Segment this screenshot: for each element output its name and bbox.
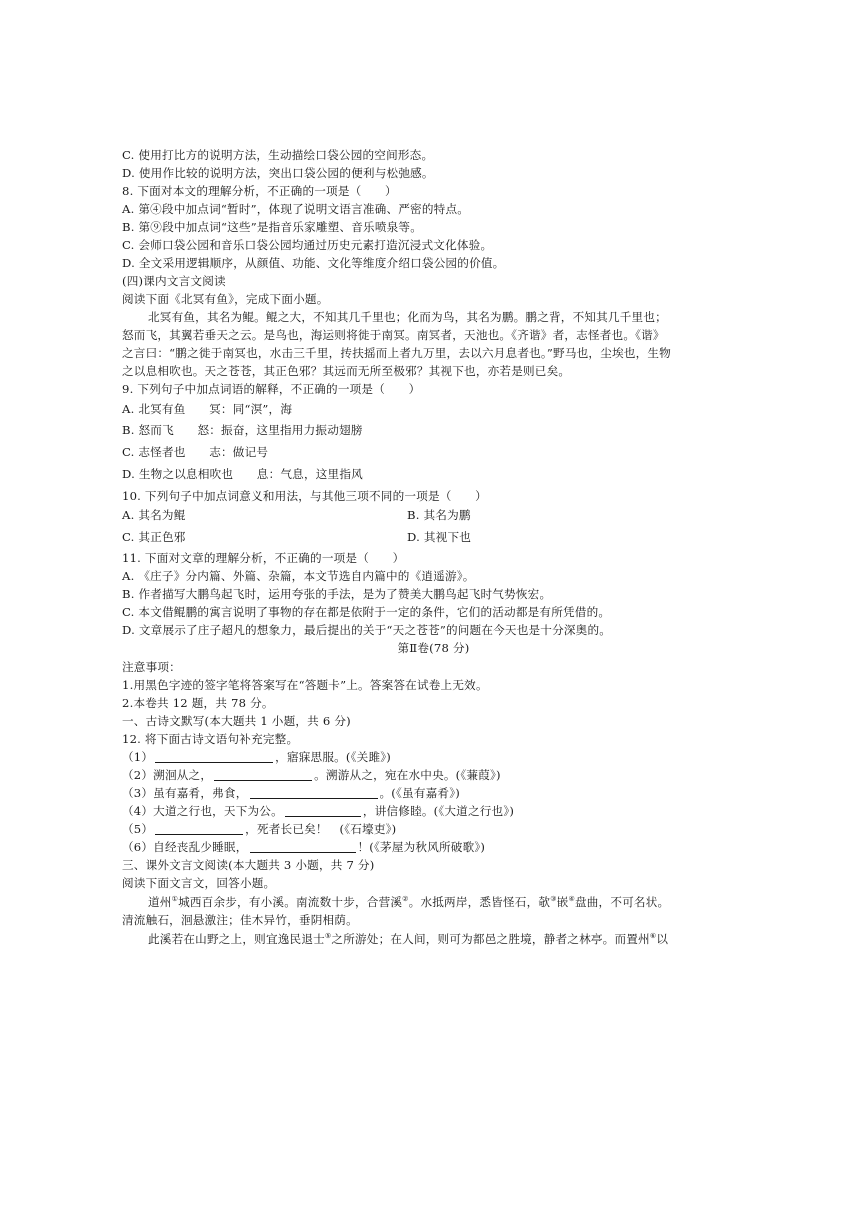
- section-heading-3: 三、课外文言文阅读(本大题共 3 小题，共 7 分): [122, 858, 375, 872]
- option-a-q9: A. 北冥有鱼 冥：同“溟”，海: [122, 402, 293, 416]
- footnote-marker: ④: [568, 895, 575, 903]
- fill-item-1: [122, 748, 391, 766]
- option-b-q9: B. 怒而飞 怒：振奋，这里指用力振动翅膀: [122, 423, 363, 437]
- passage-text: 盘曲，不可名状。: [574, 895, 670, 909]
- option-c-q7: C. 使用打比方的说明方法，生动描绘口袋公园的空间形态。: [122, 148, 434, 162]
- fill-item-6-suffix: ！(《茅屋为秋风所破歌》): [357, 840, 486, 854]
- answer-blank-1[interactable]: [155, 750, 273, 763]
- option-d-q10: D. 其视下也: [407, 530, 472, 544]
- question-10: 10. 下列句子中加点词意义和用法，与其他三项不同的一项是（ ）: [122, 489, 487, 503]
- answer-blank-5[interactable]: [155, 822, 243, 835]
- option-b-q11: B. 作者描写大鹏鸟起飞时，运用夸张的手法，是为了赞美大鹏鸟起飞时气势恢宏。: [122, 587, 552, 601]
- question-12: 12. 将下面古诗文语句补充完整。: [122, 732, 299, 746]
- option-d-q7: D. 使用作比较的说明方法，突出口袋公园的便利与松弛感。: [122, 166, 434, 180]
- part-2-title: 第Ⅱ卷(78 分): [397, 641, 470, 655]
- passage-line-3: 之言曰：“鹏之徙于南冥也，水击三千里，抟扶摇而上者九万里，去以六月息者也。”野马也，尘埃也，生物: [122, 346, 671, 360]
- passage-text: 道州: [148, 895, 172, 909]
- option-d-q8: D. 全文采用逻辑顺序，从颜值、功能、文化等维度介绍口袋公园的价值。: [122, 256, 505, 270]
- fill-item-4: [122, 802, 514, 820]
- passage-line-2: 怒而飞，其翼若垂天之云。是鸟也，海运则将徙于南冥。南冥者，天池也。《齐谐》者，志怪者也。《谐》: [122, 328, 665, 342]
- answer-blank-3[interactable]: [250, 786, 378, 799]
- option-a-q11: A. 《庄子》分内篇、外篇、杂篇，本文节选自内篇中的《逍遥游》。: [122, 569, 475, 583]
- fill-item-3-prefix: （3）虽有嘉肴，弗食，: [122, 786, 248, 800]
- fill-item-3-suffix: 。(《虽有嘉肴》): [379, 786, 460, 800]
- passage-text: 城西百余步，有小溪。南流数十步，合营溪: [178, 895, 403, 909]
- passage-text: 。水抵两岸，悉皆怪石，欹: [408, 895, 551, 909]
- section-heading-4: (四)课内文言文阅读: [122, 274, 226, 288]
- footnote-marker: ⑥: [649, 932, 657, 940]
- footnote-marker: ②: [402, 895, 409, 903]
- option-a-q10: A. 其名为鲲: [122, 508, 186, 522]
- fill-item-2: [122, 766, 501, 784]
- fill-item-3: [122, 784, 460, 802]
- passage-line-1: 北冥有鱼，其名为鲲。鲲之大，不知其几千里也；化而为鸟，其名为鹏。鹏之背，不知其几千里也；: [148, 310, 667, 324]
- section-heading-1: 一、古诗文默写(本大题共 1 小题，共 6 分): [122, 714, 351, 728]
- fill-item-5: [122, 820, 396, 838]
- fill-item-4-suffix: ，讲信修睦。(《大道之行也》): [362, 804, 515, 818]
- option-b-q8: B. 第⑨段中加点词“这些”是指音乐家雕塑、音乐喷泉等。: [122, 220, 423, 234]
- option-a-q8: A. 第④段中加点词“暂时”，体现了说明文语言准确、严密的特点。: [122, 202, 470, 216]
- option-c-q11: C. 本文借鲲鹏的寓言说明了事物的存在都是依附于一定的条件，它们的活动都是有所凭借的。: [122, 605, 611, 619]
- fill-item-5-suffix: ，死者长已矣！ (《石壕吏》): [245, 822, 397, 836]
- fill-item-6: [122, 838, 485, 856]
- reading-instruction: 阅读下面《北冥有鱼》，完成下面小题。: [122, 292, 329, 306]
- fill-item-5-prefix: （5）: [122, 822, 154, 836]
- footnote-marker: ⑤: [324, 932, 332, 940]
- classical-passage-line-2: 清流触石，洄悬激注；佳木异竹，垂阴相荫。: [122, 913, 358, 927]
- question-8: 8. 下面对本文的理解分析，不正确的一项是（ ）: [122, 184, 397, 198]
- answer-blank-2[interactable]: [214, 768, 312, 781]
- notes-heading: 注意事项：: [122, 660, 181, 674]
- fill-item-2-prefix: （2）溯洄从之，: [122, 768, 213, 782]
- option-d-q9: D. 生物之以息相吹也 息：气息，这里指风: [122, 467, 363, 481]
- reading-instruction-2: 阅读下面文言文，回答小题。: [122, 876, 276, 890]
- question-9: 9. 下列句子中加点词语的解释，不正确的一项是（ ）: [122, 382, 421, 396]
- passage-text: 之所游处；在人间，则可为都邑之胜境，静者之林亭。而置州: [331, 932, 650, 946]
- option-c-q10: C. 其正色邪: [122, 530, 186, 544]
- note-2: 2.本卷共 12 题，共 78 分。: [122, 696, 274, 710]
- fill-item-4-prefix: （4）大道之行也，天下为公。: [122, 804, 283, 818]
- question-11: 11. 下面对文章的理解分析，不正确的一项是（ ）: [122, 551, 405, 565]
- option-c-q8: C. 会师口袋公园和音乐口袋公园均通过历史元素打造沉浸式文化体验。: [122, 238, 493, 252]
- answer-blank-6[interactable]: [250, 840, 356, 853]
- option-d-q11: D. 文章展示了庄子超凡的想象力，最后提出的关于“天之苍苍”的问题在今天也是十分深奥的。: [122, 623, 612, 637]
- passage-line-4: 之以息相吹也。天之苍苍，其正色邪？其远而无所至极邪？其视下也，亦若是则已矣。: [122, 364, 571, 378]
- passage-text: 此溪若在山野之上，则宜逸民退士: [148, 932, 325, 946]
- passage-text: 以: [656, 932, 669, 946]
- classical-passage-line-3: [148, 930, 668, 948]
- footnote-marker: ①: [171, 895, 179, 903]
- fill-item-2-suffix: 。溯游从之，宛在水中央。(《蒹葭》): [314, 768, 501, 782]
- option-c-q9: C. 志怪者也 志：做记号: [122, 445, 269, 459]
- option-b-q10: B. 其名为鹏: [407, 508, 471, 522]
- passage-text: 嵌: [556, 895, 569, 909]
- classical-passage-line-1: [148, 893, 669, 911]
- answer-blank-4[interactable]: [285, 804, 361, 817]
- fill-item-1-suffix: ，寤寐思服。(《关雎》): [275, 750, 391, 764]
- note-1: 1.用黑色字迹的签字笔将答案写在“答题卡”上。答案答在试卷上无效。: [122, 678, 488, 692]
- fill-item-1-prefix: （1）: [122, 750, 154, 764]
- footnote-marker: ③: [550, 895, 557, 903]
- fill-item-6-prefix: （6）自经丧乱少睡眠，: [122, 840, 248, 854]
